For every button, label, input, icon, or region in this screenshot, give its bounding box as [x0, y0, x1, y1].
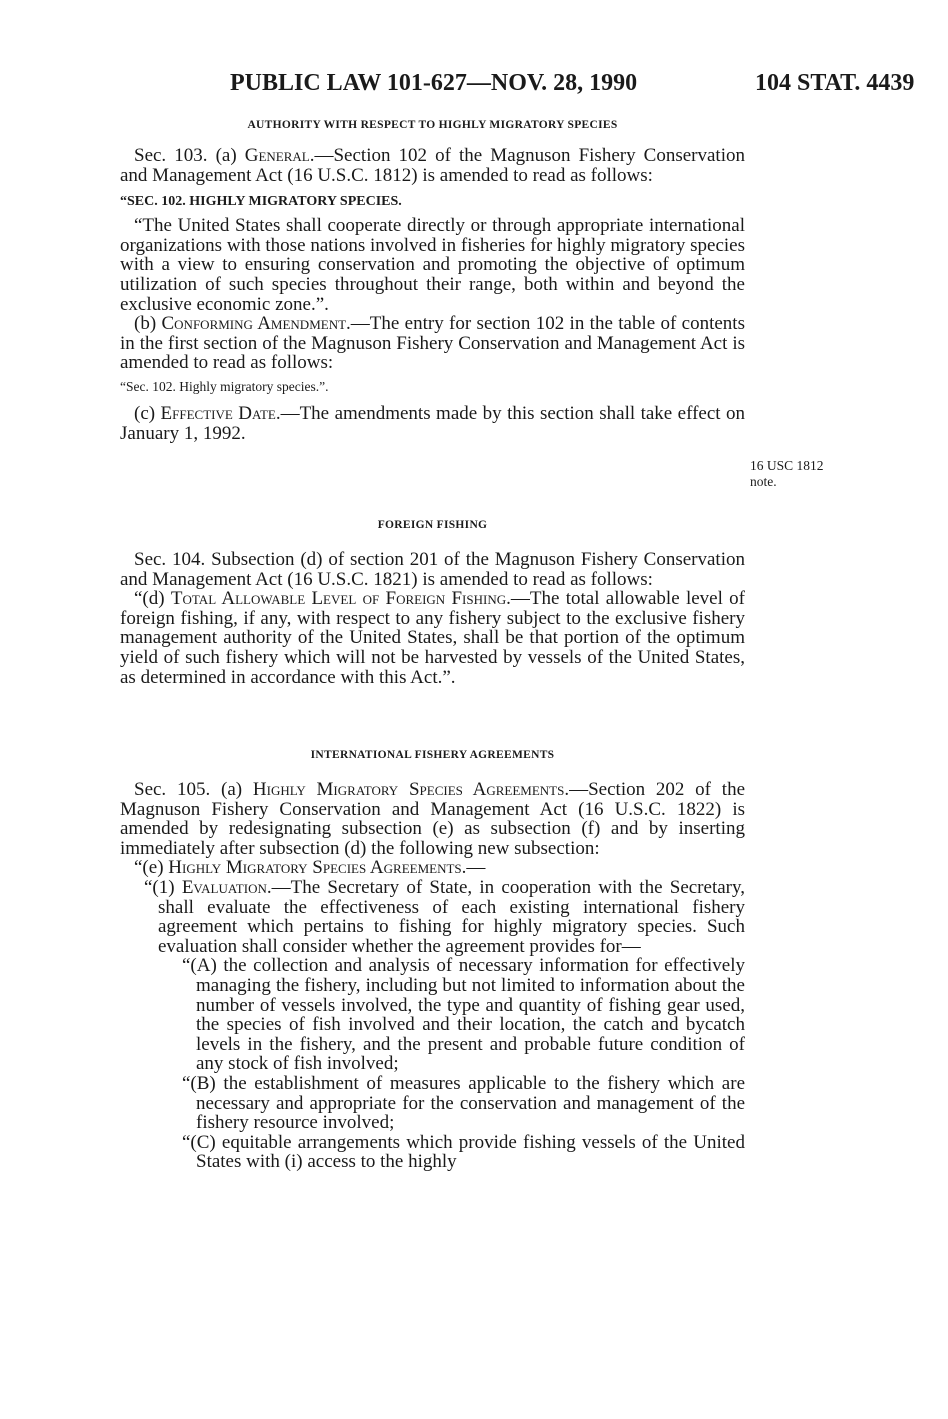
sec104-subsection-d: “(d) Total Allowable Level of Foreign Fishing.—The total allowable level of foreign fishing, if any, with respect to any fishery subject to the exclusive fishery management authority of the United States, shall be that portion of the optimum yield of such fishery which will not be harvested by vessels of the United States, as determined in accordance with this Act.”.: [120, 588, 746, 688]
sec105-new-subsection-e: “(e) Highly Migratory Species Agreements.—: [134, 857, 486, 879]
clause-A: “(A) the collection and analysis of necessary information for effectively managing the fishery, including but not limited to information about the number of vessels involved, the type and quantity of fishing gear used, the species of fish involved and their location, the catch and bycatch levels in the fishery, and the present and probable future condition of any stock of fish involved;: [182, 955, 745, 1075]
section-heading-foreign-fishing: FOREIGN FISHING: [377, 519, 488, 531]
sec103-subsection-b: (b) Conforming Amendment.—The entry for section 102 in the table of contents in the first section of the Magnuson Fishery Conservation and Management Act is amended to read as follows:: [120, 313, 745, 374]
sec103-subsection-c: (c) Effective Date.—The amendments made by this section shall take effect on January 1, 1992.: [120, 402, 746, 444]
sec103-body: [120, 146, 745, 443]
quoted-section-text: “The United States shall cooperate directly or through appropriate international organizations with those nations involved in fisheries for highly migratory species with a view to ensuring conservation and promoting the objective of optimum utilization of such species throughout their range, both within and beyond the exclusive economic zone.”.: [120, 215, 745, 315]
sec104-intro: Sec. 104. Subsection (d) of section 201 of the Magnuson Fishery Conservation and Management Act (16 U.S.C. 1821) is amended to read as follows:: [120, 549, 745, 590]
clause-C: “(C) equitable arrangements which provide fishing vessels of the United States with (i) access to the highly: [182, 1131, 745, 1173]
paragraph-1-evaluation: “(1) Evaluation.—The Secretary of State, in cooperation with the Secretary, shall evaluate the effectiveness of each existing international fishery agreement which pertains to fishing for highly migratory species. Such evaluation shall consider whether the agreement provides for—: [144, 876, 745, 957]
sec103-subsection-a: Sec. 103. (a) General.—Section 102 of the Magnuson Fishery Conservation and Management Act (16 U.S.C. 1812) is amended to read as follows:: [120, 145, 745, 186]
section-heading-international-agreements: INTERNATIONAL FISHERY AGREEMENTS: [310, 749, 555, 761]
running-header-title: PUBLIC LAW 101-627—NOV. 28, 1990: [230, 70, 638, 96]
margin-note-usc: 16 USC 1812 note.: [750, 458, 824, 489]
sec104-body: [120, 550, 745, 687]
running-header-stat-page: 104 STAT. 4439: [755, 70, 915, 96]
sec105-subsection-a: Sec. 105. (a) Highly Migratory Species Agreements.—Section 202 of the Magnuson Fishery Conservation and Management Act (16 U.S.C. 1822) is amended by redesignating subsection (e) as subsection (f) and by inserting immediately after subsection (d) the following new subsection:: [120, 779, 745, 859]
section-heading-highly-migratory: AUTHORITY WITH RESPECT TO HIGHLY MIGRATORY SPECIES: [247, 119, 618, 131]
clause-B: “(B) the establishment of measures applicable to the fishery which are necessary and appropriate for the conservation and management of the fishery resource involved;: [182, 1072, 745, 1134]
quoted-toc-entry: “Sec. 102. Highly migratory species.”.: [120, 378, 329, 394]
quoted-section-heading: “SEC. 102. HIGHLY MIGRATORY SPECIES.: [120, 194, 402, 210]
sec105-body: [120, 780, 745, 1172]
